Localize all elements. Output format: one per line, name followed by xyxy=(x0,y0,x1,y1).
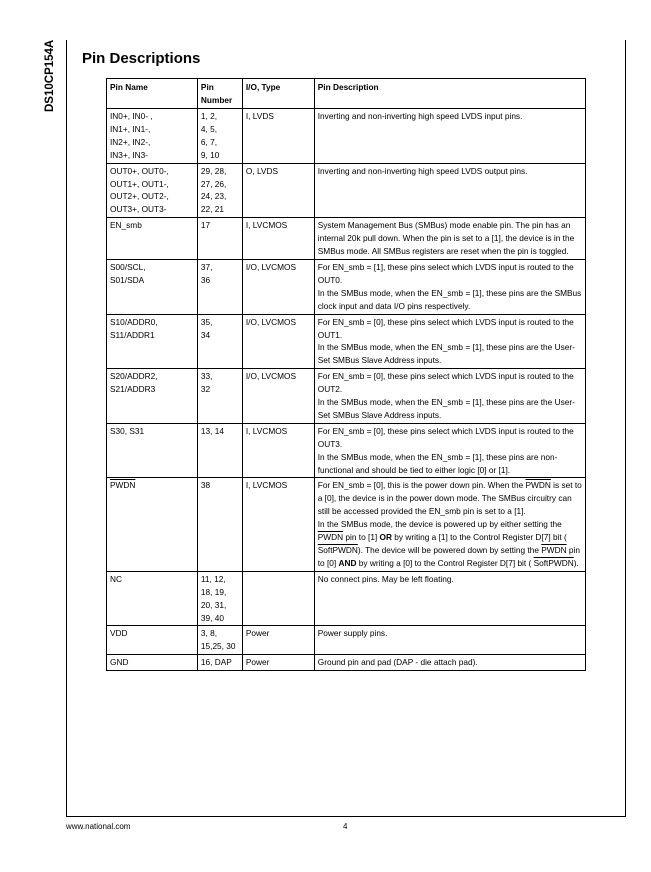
table-header-row xyxy=(107,79,586,109)
description-text-segment: ). xyxy=(573,557,579,568)
pin-number-line: 9, 10 xyxy=(200,149,220,160)
pin-number-cell xyxy=(197,369,242,424)
description-text-segment: AND xyxy=(338,557,357,568)
pin-description-paragraph: In the SMBus mode, when the EN_smb = [1], these pins are the SMBus clock input and data I/O pins respectively. xyxy=(317,287,582,311)
pin-number-cell xyxy=(197,259,242,314)
table-row xyxy=(107,218,586,260)
pin-number-line: 34 xyxy=(200,329,211,340)
io-type-cell: I, LVCMOS xyxy=(242,218,314,260)
pin-name-line: IN1+, IN1-, xyxy=(110,123,151,134)
pin-description-cell xyxy=(314,259,585,314)
description-text-segment: ). The device will be powered down by setting the xyxy=(357,545,542,555)
header-pin-number-line: Pin xyxy=(200,82,214,92)
pin-description-cell xyxy=(314,218,585,260)
table-row xyxy=(107,109,586,164)
pin-description-paragraph: Inverting and non-inverting high speed LVDS input pins. xyxy=(317,111,523,121)
pin-name-line: S00/SCL, xyxy=(110,261,146,272)
table-row xyxy=(107,478,586,571)
pin-name-line: S20/ADDR2, xyxy=(110,371,158,382)
io-type-cell: I, LVDS xyxy=(242,109,314,164)
pin-name-line: S21/ADDR3 xyxy=(110,384,156,395)
pin-description-cell xyxy=(314,571,585,626)
header-pin-number-line: Number xyxy=(200,94,233,105)
io-type-cell: O, LVDS xyxy=(242,163,314,218)
io-type-cell: Power xyxy=(242,655,314,671)
io-type-cell: I, LVCMOS xyxy=(242,478,314,571)
description-text-segment: In the SMBus mode, the device is powered up by either setting the xyxy=(317,519,562,530)
pin-description-paragraph: No connect pins. May be left floating. xyxy=(317,573,454,584)
pin-number-cell xyxy=(197,423,242,478)
pin-name-cell xyxy=(107,655,198,671)
io-type-cell: I, LVCMOS xyxy=(242,423,314,478)
pin-number-line: 24, 23, xyxy=(200,191,227,202)
io-type-cell: Power xyxy=(242,626,314,655)
description-text-segment: SoftPWDN xyxy=(533,557,574,568)
pin-name-line: IN2+, IN2-, xyxy=(110,136,151,147)
pin-number-line: 33, xyxy=(200,371,213,382)
pin-description-paragraph: For EN_smb = [0], these pins select which LVDS input is routed to the OUT3. xyxy=(317,425,574,449)
pin-description-cell xyxy=(314,163,585,218)
io-type-cell: I/O, LVCMOS xyxy=(242,259,314,314)
description-text-segment: is set to a [0], the device is in the power down mode. The SMBus circuitry can still be accessed provided the EN_smb pin is set to a [1]. xyxy=(317,480,582,517)
pin-name-line: NC xyxy=(110,573,122,584)
pin-name-line: EN_smb xyxy=(110,220,142,231)
pin-number-line: 4, 5, xyxy=(200,123,218,134)
pin-description-paragraph: For EN_smb = [1], these pins select which LVDS input is routed to the OUT0. xyxy=(317,261,574,285)
pin-description-paragraph: Inverting and non-inverting high speed LVDS output pins. xyxy=(317,165,528,176)
table-row xyxy=(107,626,586,655)
pin-name-line: PWDN xyxy=(110,480,136,491)
pin-number-line: 37, xyxy=(200,261,213,272)
pin-number-line: 36 xyxy=(200,274,211,285)
pin-number-line: 35, xyxy=(200,316,213,327)
description-text-segment: by writing a [1] to the Control Register D[7] bit ( xyxy=(392,532,567,543)
header-pin-number xyxy=(197,79,242,109)
pin-name-line: OUT1+, OUT1-, xyxy=(110,178,169,189)
pin-number-line: 11, 12, xyxy=(200,573,226,584)
table-row xyxy=(107,259,586,314)
pin-number-line: 18, 19, xyxy=(200,586,227,597)
pin-number-cell xyxy=(197,626,242,655)
pin-name-line: IN0+, IN0- , xyxy=(110,111,153,121)
pin-name-cell xyxy=(107,218,198,260)
pin-number-line: 22, 21 xyxy=(200,204,224,215)
footer-website: www.national.com xyxy=(66,822,131,831)
header-pin-name: Pin Name xyxy=(107,79,198,109)
pin-description-paragraph: Power supply pins. xyxy=(317,628,388,639)
pin-description-paragraph xyxy=(318,479,583,518)
pin-number-cell xyxy=(197,478,242,571)
description-text-segment: SoftPWDN xyxy=(317,545,358,555)
footer-page-number: 4 xyxy=(343,822,348,831)
pin-description-paragraph: Ground pin and pad (DAP - die attach pad). xyxy=(317,657,478,668)
page-title: Pin Descriptions xyxy=(82,50,201,67)
pin-number-line: 6, 7, xyxy=(200,136,218,147)
pin-name-cell xyxy=(107,423,198,478)
pin-description-cell xyxy=(314,478,585,571)
pin-name-cell xyxy=(107,314,198,369)
description-text-segment: PWDN xyxy=(317,532,344,543)
table-row xyxy=(107,369,586,424)
pin-name-cell xyxy=(107,369,198,424)
side-document-title xyxy=(44,40,64,120)
pin-name-cell xyxy=(107,626,198,655)
io-type-cell: I/O, LVCMOS xyxy=(242,314,314,369)
table-row xyxy=(107,571,586,626)
pin-name-cell xyxy=(107,478,198,571)
description-text-segment: pin to [0] xyxy=(317,545,581,568)
pin-name-cell xyxy=(107,571,198,626)
pin-name-cell xyxy=(107,163,198,218)
pin-description-paragraph: For EN_smb = [0], these pins select which LVDS input is routed to the OUT1. xyxy=(317,316,574,340)
pin-number-cell xyxy=(197,218,242,260)
table-row xyxy=(107,314,586,369)
pin-name-line: S10/ADDR0, xyxy=(110,316,158,327)
pin-number-line: 17 xyxy=(200,220,211,231)
pin-description-cell xyxy=(314,314,585,369)
pin-number-line: 1, 2, xyxy=(200,111,218,121)
pin-description-paragraph: In the SMBus mode, when the EN_smb = [1], these pins are the User-Set SMBus Slave Address inputs. xyxy=(317,397,575,420)
io-type-cell: I/O, LVCMOS xyxy=(242,369,314,424)
pin-number-line: 16, DAP xyxy=(200,657,232,668)
pin-name-line: OUT0+, OUT0-, xyxy=(110,165,169,176)
table-row xyxy=(107,655,586,671)
pin-number-line: 20, 31, xyxy=(200,599,227,610)
pin-number-cell xyxy=(197,571,242,626)
pin-number-line: 29, 28, xyxy=(200,165,227,176)
description-text-segment: PWDN xyxy=(541,545,567,555)
table-row xyxy=(107,423,586,478)
pin-number-line: 15,25, 30 xyxy=(200,641,236,652)
pin-description-paragraph xyxy=(318,518,583,570)
pin-number-cell xyxy=(197,163,242,218)
pin-name-line: VDD xyxy=(110,628,128,639)
pin-number-cell xyxy=(197,655,242,671)
pin-description-cell xyxy=(314,655,585,671)
pin-name-line: GND xyxy=(110,657,129,668)
description-text-segment: PWDN xyxy=(525,480,551,491)
pin-number-line: 39, 40 xyxy=(200,612,224,623)
pin-name-line: S11/ADDR1 xyxy=(110,329,155,340)
pin-number-line: 3, 8, xyxy=(200,628,218,639)
pin-name-line: S30, S31 xyxy=(110,425,145,436)
io-type-cell xyxy=(242,571,314,626)
pin-name-cell xyxy=(107,109,198,164)
table-row xyxy=(107,163,586,218)
pin-description-paragraph: In the SMBus mode, when the EN_smb = [1], these pins are non-functional and should be tied to either logic [0] or [1]. xyxy=(317,451,558,475)
pin-name-cell xyxy=(107,259,198,314)
pin-name-line: OUT2+, OUT2-, xyxy=(110,191,169,202)
description-text-segment: For EN_smb = [0], this is the power down pin. When the xyxy=(317,480,526,491)
pin-descriptions-table xyxy=(106,78,586,671)
pin-name-line: IN3+, IN3- xyxy=(110,149,149,160)
pin-description-paragraph: System Management Bus (SMBus) mode enable pin. The pin has an internal 20k pull down. When the pin is set to a [1], the device is in the SMBus mode. All SMBus registers are reset when the pin is toggled. xyxy=(317,220,575,257)
pin-description-cell xyxy=(314,626,585,655)
header-pin-description: Pin Description xyxy=(314,79,585,109)
pin-number-line: 32 xyxy=(200,384,211,395)
pin-number-line: 27, 26, xyxy=(200,178,227,189)
description-text-segment: pin to [1] xyxy=(343,532,380,543)
pin-description-cell xyxy=(314,423,585,478)
side-title-text: DS10CP154A xyxy=(44,39,56,112)
pin-number-cell xyxy=(197,109,242,164)
pin-name-line: OUT3+, OUT3- xyxy=(110,204,167,215)
header-io-type: I/O, Type xyxy=(242,79,314,109)
pin-description-paragraph: In the SMBus mode, when the EN_smb = [1], these pins are the User-Set SMBus Slave Address inputs. xyxy=(317,342,575,366)
pin-name-line: S01/SDA xyxy=(110,274,145,285)
pin-number-cell xyxy=(197,314,242,369)
pin-number-line: 38 xyxy=(200,480,211,491)
description-text-segment: by writing a [0] to the Control Register D[7] bit ( xyxy=(356,557,534,568)
pin-description-paragraph: For EN_smb = [0], these pins select which LVDS input is routed to the OUT2. xyxy=(317,371,574,395)
pin-description-cell xyxy=(314,109,585,164)
description-text-segment: OR xyxy=(379,532,392,543)
pin-number-line: 13, 14 xyxy=(200,425,224,436)
pin-description-cell xyxy=(314,369,585,424)
